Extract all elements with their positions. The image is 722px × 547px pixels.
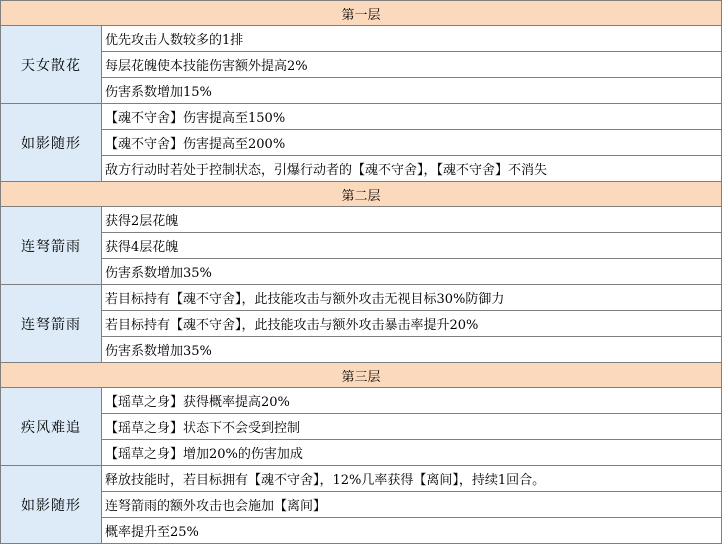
- skill-group: [1, 104, 722, 182]
- effect-line: 伤害系数增加15%: [102, 78, 722, 104]
- skill-name: 疾风难追: [1, 388, 102, 466]
- skill-name: 如影随形: [1, 466, 102, 544]
- effect-line: 优先攻击人数较多的1排: [102, 26, 722, 52]
- layer-header: 第二层: [1, 182, 722, 207]
- effect-line: 每层花魄使本技能伤害额外提高2%: [102, 52, 722, 78]
- effect-line: 若目标持有【魂不守舍】，此技能攻击与额外攻击无视目标30%防御力: [102, 285, 722, 311]
- skill-name: 连弩箭雨: [1, 207, 102, 285]
- effect-line: 【瑶草之身】状态下不会受到控制: [102, 414, 722, 440]
- skill-name: 连弩箭雨: [1, 285, 102, 363]
- effect-line: 释放技能时，若目标拥有【魂不守舍】，12%几率获得【离间】，持续1回合。: [102, 466, 722, 492]
- layer-header: 第一层: [1, 1, 722, 26]
- skill-group: [1, 466, 722, 544]
- effect-line: 概率提升至25%: [102, 518, 722, 544]
- skill-name: 如影随形: [1, 104, 102, 182]
- skill-group: [1, 26, 722, 104]
- skill-group: [1, 388, 722, 466]
- skill-group: [1, 207, 722, 285]
- skill-group: [1, 285, 722, 363]
- effect-line: 【瑶草之身】增加20%的伤害加成: [102, 440, 722, 466]
- skill-name: 天女散花: [1, 26, 102, 104]
- effect-line: 伤害系数增加35%: [102, 337, 722, 363]
- effect-line: 若目标持有【魂不守舍】，此技能攻击与额外攻击暴击率提升20%: [102, 311, 722, 337]
- effect-line: 敌方行动时若处于控制状态，引爆行动者的【魂不守舍】，【魂不守舍】不消失: [102, 156, 722, 182]
- effect-line: 伤害系数增加35%: [102, 259, 722, 285]
- effect-line: 获得2层花魄: [102, 207, 722, 233]
- effect-line: 【魂不守舍】伤害提高至150%: [102, 104, 722, 130]
- effect-line: 获得4层花魄: [102, 233, 722, 259]
- effect-line: 连弩箭雨的额外攻击也会施加【离间】: [102, 492, 722, 518]
- effect-line: 【瑶草之身】获得概率提高20%: [102, 388, 722, 414]
- layer-header: 第三层: [1, 363, 722, 388]
- effect-line: 【魂不守舍】伤害提高至200%: [102, 130, 722, 156]
